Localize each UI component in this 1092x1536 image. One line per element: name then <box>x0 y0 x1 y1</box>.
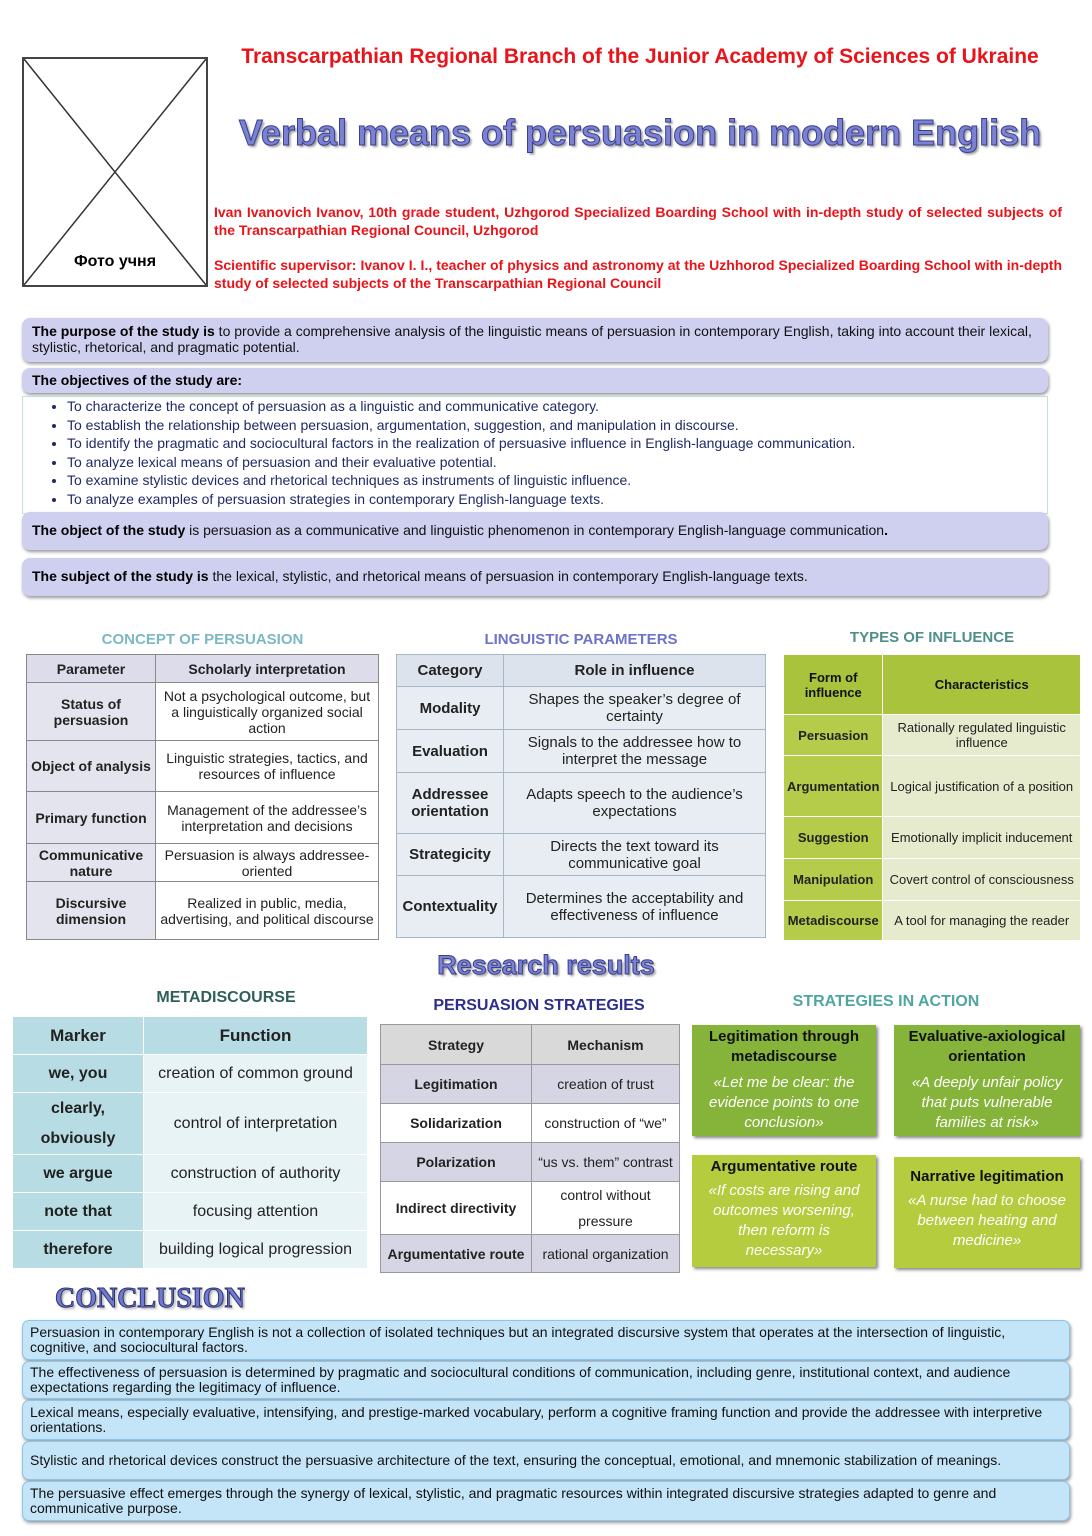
objective-item: • To characterize the concept of persuasion as a linguistic and communicative category. <box>67 397 1047 416</box>
table-cell: therefore <box>13 1231 144 1269</box>
table-cell: Determines the acceptability and effectiveness of influence <box>504 876 766 938</box>
table-cell: Directs the text toward its communicative goal <box>504 834 766 876</box>
strategy-box-title: Argumentative route <box>710 1158 858 1175</box>
table-cell: Evaluation <box>397 730 504 773</box>
table-cell: Signals to the addressee how to interpret the message <box>504 730 766 773</box>
strategy-box <box>894 1025 1080 1136</box>
strategy-box-title: Narrative legitimation <box>910 1168 1064 1185</box>
table-cell: Status of persuasion <box>27 683 156 741</box>
table-cell: we, you <box>13 1055 144 1093</box>
concept-heading: CONCEPT OF PERSUASION <box>101 631 304 648</box>
linguistic-heading: LINGUISTIC PARAMETERS <box>484 631 678 648</box>
table-cell: Adapts speech to the audience’s expectations <box>504 773 766 834</box>
strategies-col1: Strategy <box>381 1025 532 1065</box>
strategy-box <box>894 1157 1080 1268</box>
concept-table <box>26 654 379 940</box>
table-cell: Discursive dimension <box>27 882 156 940</box>
strategies-col2: Mechanism <box>532 1025 680 1065</box>
table-cell: rational organization <box>532 1235 680 1273</box>
types-heading: TYPES OF INFLUENCE <box>849 629 1015 646</box>
objective-item: • To examine stylistic devices and rhetorical techniques as instruments of linguistic influence. <box>67 471 1047 490</box>
table-cell: control without pressure <box>532 1182 680 1235</box>
subject-box <box>22 558 1048 596</box>
objective-item: • To analyze lexical means of persuasion and their evaluative potential. <box>67 453 1047 472</box>
conclusion-item: Stylistic and rhetorical devices construct the persuasive architecture of the text, ensuring the conceptual, emotional, and mnemonic stabilization of meanings. <box>22 1441 1070 1480</box>
conclusion-item: Lexical means, especially evaluative, intensifying, and prestige-marked vocabulary, perform a cognitive framing function and provide the addressee with interpretive orientations. <box>22 1400 1070 1440</box>
student-photo-placeholder <box>22 57 208 287</box>
table-cell: Emotionally implicit inducement <box>883 817 1081 859</box>
table-cell: Contextuality <box>397 876 504 938</box>
table-cell: Management of the addressee’s interpretation and decisions <box>156 792 379 844</box>
objective-item: • To analyze examples of persuasion strategies in contemporary English-language texts. <box>67 490 1047 509</box>
subject-lead: The subject of the study is <box>32 568 209 584</box>
concept-col2: Scholarly interpretation <box>156 655 379 683</box>
photo-label: Фото учня <box>73 253 157 270</box>
strategy-box-quote: «If costs are rising and outcomes worsening, then reform is necessary» <box>708 1182 860 1259</box>
research-results-heading: Research results <box>437 950 655 980</box>
table-cell: Indirect directivity <box>381 1182 532 1235</box>
table-cell: Not a psychological outcome, but a linguistically organized social action <box>156 683 379 741</box>
table-cell: Modality <box>397 687 504 730</box>
table-cell: construction of “we” <box>532 1104 680 1143</box>
table-cell: control of interpretation <box>144 1093 368 1155</box>
table-cell: clearly, obviously <box>13 1093 144 1155</box>
metadiscourse-col1: Marker <box>13 1017 144 1055</box>
objectives-heading: The objectives of the study are: <box>32 372 243 388</box>
table-cell: creation of common ground <box>144 1055 368 1093</box>
table-cell: Shapes the speaker’s degree of certainty <box>504 687 766 730</box>
table-cell: Object of analysis <box>27 741 156 792</box>
table-cell: construction of authority <box>144 1155 368 1193</box>
strategy-box <box>692 1025 876 1136</box>
purpose-box <box>22 318 1048 362</box>
table-cell: Addressee orientation <box>397 773 504 834</box>
table-cell: Persuasion is always addressee-oriented <box>156 844 379 882</box>
linguistic-col2: Role in influence <box>504 655 766 687</box>
conclusion-heading: CONCLUSION <box>55 1283 245 1314</box>
purpose-lead: The purpose of the study is <box>32 323 215 339</box>
table-cell: Solidarization <box>381 1104 532 1143</box>
object-end: . <box>884 522 888 538</box>
types-col1: Form of influence <box>784 655 883 715</box>
photo-placeholder-cross <box>24 59 206 285</box>
table-cell: Rationally regulated linguistic influence <box>883 715 1081 756</box>
conclusion-item: The persuasive effect emerges through the synergy of lexical, stylistic, and pragmatic resources within integrated discursive strategies adapted to genre and communicative purpose. <box>22 1481 1070 1521</box>
table-cell: we argue <box>13 1155 144 1193</box>
table-cell: Suggestion <box>784 817 883 859</box>
objectives-list <box>22 396 1048 514</box>
object-box <box>22 512 1048 550</box>
table-cell: Strategicity <box>397 834 504 876</box>
objective-item: • To identify the pragmatic and sociocultural factors in the realization of persuasive influence in English-language communication. <box>67 434 1047 453</box>
objectives-heading-box <box>22 368 1048 393</box>
table-cell: focusing attention <box>144 1193 368 1231</box>
object-lead: The object of the study <box>32 522 186 538</box>
linguistic-col1: Category <box>397 655 504 687</box>
table-cell: building logical progression <box>144 1231 368 1269</box>
in-action-heading: STRATEGIES IN ACTION <box>792 993 980 1010</box>
table-cell: Logical justification of a position <box>883 756 1081 817</box>
types-table <box>783 654 1081 941</box>
table-cell: Metadiscourse <box>784 901 883 941</box>
table-cell: A tool for managing the reader <box>883 901 1081 941</box>
strategy-box <box>692 1155 876 1267</box>
table-cell: Persuasion <box>784 715 883 756</box>
table-cell: Primary function <box>27 792 156 844</box>
conclusion-item: The effectiveness of persuasion is determined by pragmatic and sociocultural conditions of communication, including genre, institutional context, and audience expectations regarding the legitimacy of influence. <box>22 1361 1070 1399</box>
table-cell: Argumentative route <box>381 1235 532 1273</box>
table-cell: Linguistic strategies, tactics, and resources of influence <box>156 741 379 792</box>
strategies-heading: PERSUASION STRATEGIES <box>433 997 645 1014</box>
table-cell: creation of trust <box>532 1065 680 1104</box>
purpose-text: to provide a comprehensive analysis of the linguistic means of persuasion in contemporary English, taking into account their lexical, stylistic, rhetorical, and pragmatic potential. <box>32 323 1032 355</box>
strategy-box-title: Evaluative-axiological orientation <box>908 1028 1066 1065</box>
supervisor-info: Scientific supervisor: Ivanov I. I., teacher of physics and astronomy at the Uzhhorod Specialized Boarding School with in-depth study of selected subjects of the Transcarpathian Regional Council <box>214 257 1062 291</box>
strategy-box-title: Legitimation through metadiscourse <box>709 1028 859 1065</box>
objective-item: • To establish the relationship between persuasion, argumentation, suggestion, and manipulation in discourse. <box>67 416 1047 435</box>
strategies-table <box>380 1024 680 1273</box>
metadiscourse-col2: Function <box>144 1017 368 1055</box>
table-cell: Communicative nature <box>27 844 156 882</box>
table-cell: Manipulation <box>784 859 883 901</box>
types-col2: Characteristics <box>883 655 1081 715</box>
table-cell: Covert control of consciousness <box>883 859 1081 901</box>
table-cell: Realized in public, media, advertising, and political discourse <box>156 882 379 940</box>
conclusion-item: Persuasion in contemporary English is not a collection of isolated techniques but an integrated discursive system that operates at the intersection of linguistic, cognitive, and sociocultural factors. <box>22 1320 1070 1360</box>
poster-title: Verbal means of persuasion in modern English <box>238 112 1042 153</box>
table-cell: Polarization <box>381 1143 532 1182</box>
concept-col1: Parameter <box>27 655 156 683</box>
table-cell: Argumentation <box>784 756 883 817</box>
strategy-box-quote: «Let me be clear: the evidence points to one conclusion» <box>708 1074 860 1131</box>
strategy-box-quote: «A deeply unfair policy that puts vulnerable families at risk» <box>911 1074 1063 1131</box>
table-cell: Legitimation <box>381 1065 532 1104</box>
organization-name: Transcarpathian Regional Branch of the Junior Academy of Sciences of Ukraine <box>241 45 1039 68</box>
linguistic-table <box>396 654 766 938</box>
table-cell: note that <box>13 1193 144 1231</box>
metadiscourse-table <box>12 1016 368 1269</box>
subject-text: the lexical, stylistic, and rhetorical means of persuasion in contemporary English-language texts. <box>208 568 808 584</box>
strategy-box-quote: «A nurse had to choose between heating and medicine» <box>908 1192 1066 1249</box>
metadiscourse-heading: METADISCOURSE <box>156 989 296 1006</box>
author-info: Ivan Ivanovich Ivanov, 10th grade student, Uzhgorod Specialized Boarding School with in-depth study of selected subjects of the Transcarpathian Regional Council, Uzhgorod <box>214 204 1062 238</box>
table-cell: “us vs. them” contrast <box>532 1143 680 1182</box>
object-text: is persuasion as a communicative and linguistic phenomenon in contemporary English-language communication <box>185 522 885 538</box>
